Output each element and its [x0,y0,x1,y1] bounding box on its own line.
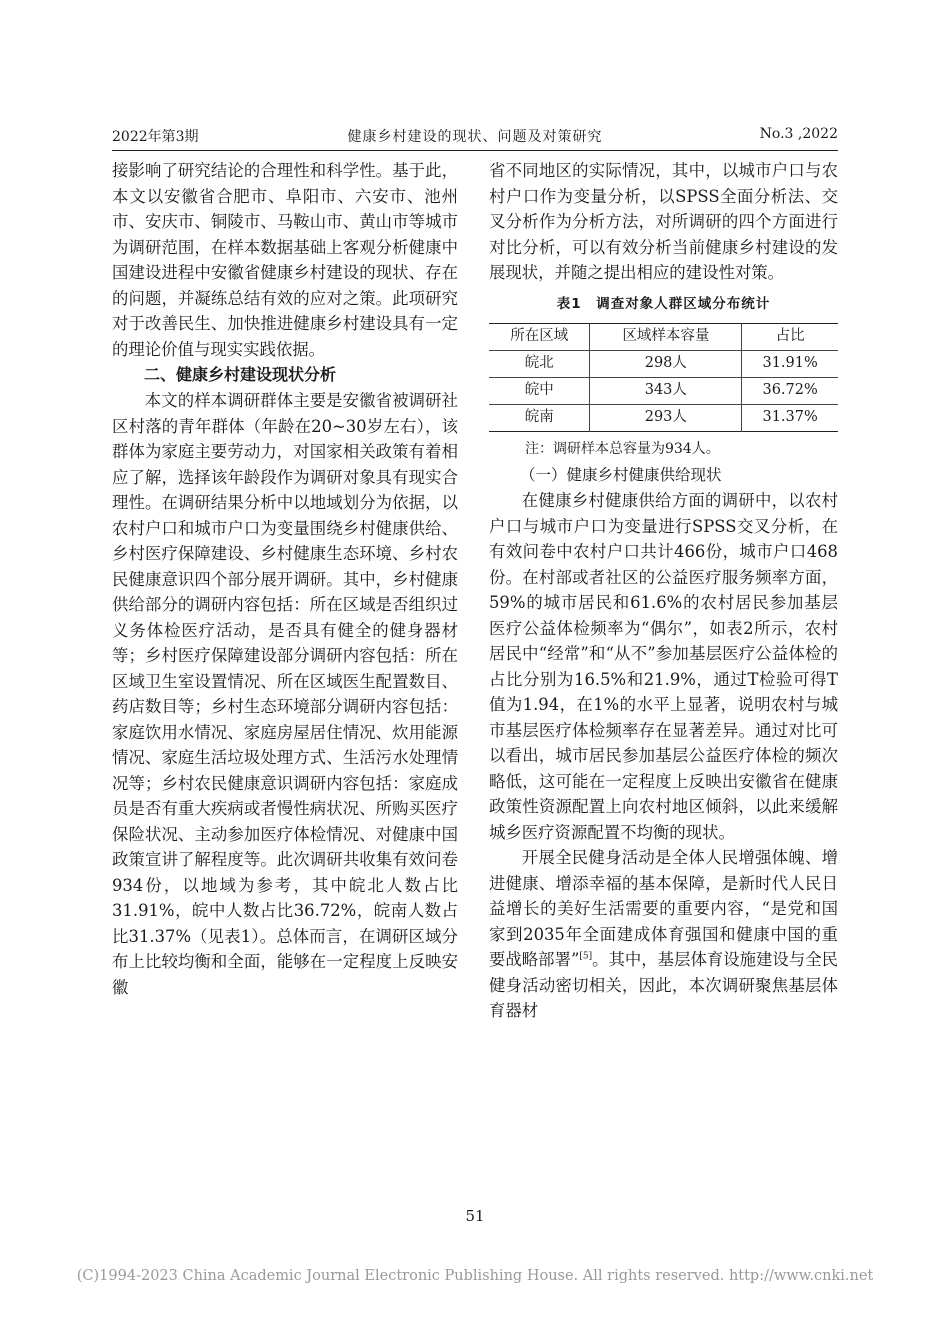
issue-label: 2022年第3期 [112,129,199,145]
table-cell: 298人 [590,351,742,378]
citation-reference: [5] [579,951,593,962]
subsection-heading: （一）健康乡村健康供给现状 [520,466,722,484]
body-paragraph: 省不同地区的实际情况，其中，以城市户口与农村户口作为变量分析，以SPSS全面分析法、交叉分析作为分析方法，对所调研的四个方面进行对比分析，可以有效分析当前健康乡村建设的发展现状，并随之提出相应的建设性对策。 [489,161,838,282]
section-heading: 二、健康乡村建设现状分析 [144,365,337,384]
running-title: 健康乡村建设的现状、问题及对策研究 [347,129,603,145]
table-header-cell: 区域样本容量 [590,324,742,351]
table-caption: 表1 调查对象人群区域分布统计 [556,295,771,312]
body-paragraph: 接影响了研究结论的合理性和科学性。基于此，本文以安徽省合肥市、阜阳市、六安市、池州市、安庆市、铜陵市、马鞍山市、黄山市等城市为调研范围，在样本数据基础上客观分析健康中国建设进程中安徽省健康乡村建设的现状、存在的问题，并凝练总结有效的应对之策。此项研究对于改善民生、加快推进健康乡村建设具有一定的理论价值与现实实践依据。 [112,161,458,359]
table-cell: 皖南 [489,405,590,432]
table-cell: 31.91% [742,351,838,378]
table-header-row [489,324,838,351]
table-note: 注：调研样本总容量为934人。 [525,441,720,457]
body-paragraph: 本文的样本调研群体主要是安徽省被调研社区村落的青年群体（年龄在20~30岁左右），该群体为家庭主要劳动力，对国家相关政策有着相应了解，选择该年龄段作为调研对象具有现实合理性。在调研结果分析中以地域划分为依据，以农村户口和城市户口为变量围绕乡村健康供给、乡村医疗保障建设、乡村健康生态环境、乡村农民健康意识四个部分展开调研。其中，乡村健康供给部分的调研内容包括：所在区域是否组织过义务体检医疗活动，是否具有健全的健身器材等；乡村医疗保障建设部分调研内容包括：所在区域卫生室设置情况、所在区域医生配置数目、药店数目等；乡村生态环境部分调研内容包括：家庭饮用水情况、家庭房屋居住情况、炊用能源情况、家庭生活垃圾处理方式、生活污水处理情况等；乡村农民健康意识调研内容包括：家庭成员是否有重大疾病或者慢性病状况、所购买医疗保险状况、主动参加医疗体检情况、对健康中国政策宣讲了解程度等。此次调研共收集有效问卷934份，以地域为参考，其中皖北人数占比31.91%，皖中人数占比36.72%，皖南人数占比31.37%（见表1）。总体而言，在调研区域分布上比较均衡和全面，能够在一定程度上反映安徽 [112,391,458,997]
left-column [112,158,458,1000]
running-header [112,122,838,151]
region-distribution-table [489,323,838,432]
body-paragraph: 在健康乡村健康供给方面的调研中，以农村户口与城市户口为变量进行SPSS交叉分析，在有效问卷中农村户口共计466份，城市户口468份。在村部或者社区的公益医疗服务频率方面，59%的城市居民和61.6%的农村居民参加基层医疗公益体检频率为“偶尔”，如表2所示，农村居民中“经常”和“从不”参加基层医疗公益体检的占比分别为16.5%和21.9%，通过T检验可得T值为1.94，在1%的水平上显著，说明农村与城市基层医疗体检频率存在显著差异。通过对比可以看出，城市居民参加基层公益医疗体检的频次略低，这可能在一定程度上反映出安徽省在健康政策性资源配置上向农村地区倾斜，以此来缓解城乡医疗资源配置不均衡的现状。 [489,491,838,842]
issue-number: No.3 ,2022 [759,126,838,142]
table-header-cell: 所在区域 [489,324,590,351]
page-number: 51 [465,1207,485,1225]
body-paragraph [489,845,838,1024]
table-row [489,378,838,405]
table-cell: 36.72% [742,378,838,405]
table-cell: 343人 [590,378,742,405]
paragraph-text: 开展全民健身活动是全体人民增强体魄、增进健康、增添幸福的基本保障，是新时代人民日益增长的美好生活需要的重要内容，“是党和国家到2035年全面建成体育强国和健康中国的重要战略部署” [489,848,838,969]
table-header-cell: 占比 [742,324,838,351]
table-cell: 293人 [590,405,742,432]
table-cell: 皖中 [489,378,590,405]
table-row [489,351,838,378]
table-row [489,405,838,432]
table-cell: 皖北 [524,355,554,372]
table-cell: 31.37% [742,405,838,432]
right-column [489,158,838,1024]
copyright-footer: (C)1994-2023 China Academic Journal Electronic Publishing House. All rights reserved. http://www.cnki.net [76,1268,874,1284]
paragraph-text: 。其中，基层体育设施建设与全民健身活动密切相关，因此，本次调研聚焦基层体育器材 [489,950,839,1020]
